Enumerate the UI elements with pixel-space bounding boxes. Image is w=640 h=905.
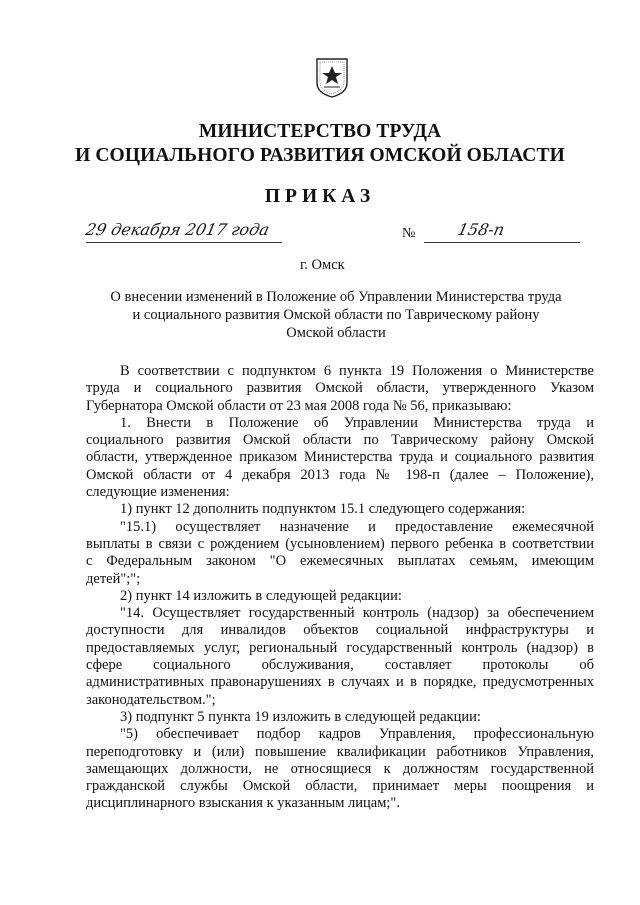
body-line: следующие изменения: [86, 484, 230, 501]
body-line: переподготовку и (или) повышение квалификации работников Управления, [86, 743, 594, 760]
body-line: дисциплинарного взыскания к указанным лицам;". [86, 795, 400, 812]
body-line: предоставляемых услуг, региональный государственный контроль (надзор) в [86, 639, 594, 656]
body-line: 1) пункт 12 дополнить подпунктом 15.1 следующего содержания: [120, 501, 526, 518]
body-line: административных правонарушениях в случаях и в порядке, предусмотренных [86, 674, 594, 691]
body-line: с Федеральным законом "О ежемесячных выплатах семьям, имеющим [86, 553, 594, 570]
ministry-name-line2: И СОЦИАЛЬНОГО РАЗВИТИЯ ОМСКОЙ ОБЛАСТИ [75, 145, 565, 166]
body-line: доступности для инвалидов объектов социальной инфраструктуры и [86, 622, 594, 639]
ministry-name-line1: МИНИСТЕРСТВО ТРУДА [198, 121, 442, 142]
city-line: г. Омск [300, 257, 345, 273]
subject-line: О внесении изменений в Положение об Управлении Министерства труда [110, 289, 562, 305]
order-number: 158-п [455, 220, 507, 239]
body-line: "15.1) осуществляет назначение и предоставление ежемесячной [120, 518, 594, 535]
body-line: 2) пункт 14 изложить в следующей редакции: [120, 587, 402, 604]
subject-line: Омской области [286, 325, 386, 341]
body-line: области, утвержденное приказом Министерства труда и социального развития [86, 449, 594, 466]
body-line: сфере социального обслуживания, составляет протоколы об [86, 657, 594, 674]
body-line: Омской области от 4 декабря 2013 года № 198-п (далее – Положение), [86, 466, 594, 483]
order-body [86, 363, 594, 813]
order-subject [86, 288, 586, 342]
body-line: "14. Осуществляет государственный контроль (надзор) за обеспечением [120, 605, 594, 622]
body-line: детей";"; [86, 570, 141, 587]
order-date: 29 декабря 2017 года [83, 220, 272, 239]
order-title: ПРИКАЗ [264, 186, 376, 207]
subject-line: и социального развития Омской области по Таврическому району [132, 307, 540, 323]
body-line: замещающих должности, не относящиеся к должностям государственной [86, 760, 594, 777]
body-line: выплаты в связи с рождением (усыновлением) первого ребенка в соответствии [86, 535, 594, 552]
body-line: социального развития Омской области по Таврическому району Омской [86, 432, 594, 449]
coat-of-arms-icon [314, 55, 350, 99]
body-line: законодательством."; [86, 691, 216, 708]
body-line: 3) подпункт 5 пункта 19 изложить в следующей редакции: [120, 708, 481, 725]
body-line: "5) обеспечивает подбор кадров Управления, профессиональную [120, 726, 594, 743]
body-line: В соответствии с подпунктом 6 пункта 19 Положения о Министерстве [120, 363, 594, 379]
body-line: 1. Внести в Положение об Управлении Министерства труда и [120, 414, 594, 431]
body-line: гражданской службы Омской области, принимает меры поощрения и [86, 778, 594, 795]
body-line: Губернатора Омской области от 23 мая 2008 года № 56, приказываю: [86, 397, 512, 414]
order-number-field [424, 220, 580, 243]
body-line: труда и социального развития Омской области, утвержденного Указом [86, 380, 594, 397]
order-date-field [83, 220, 282, 243]
order-number-label: № [402, 226, 416, 241]
